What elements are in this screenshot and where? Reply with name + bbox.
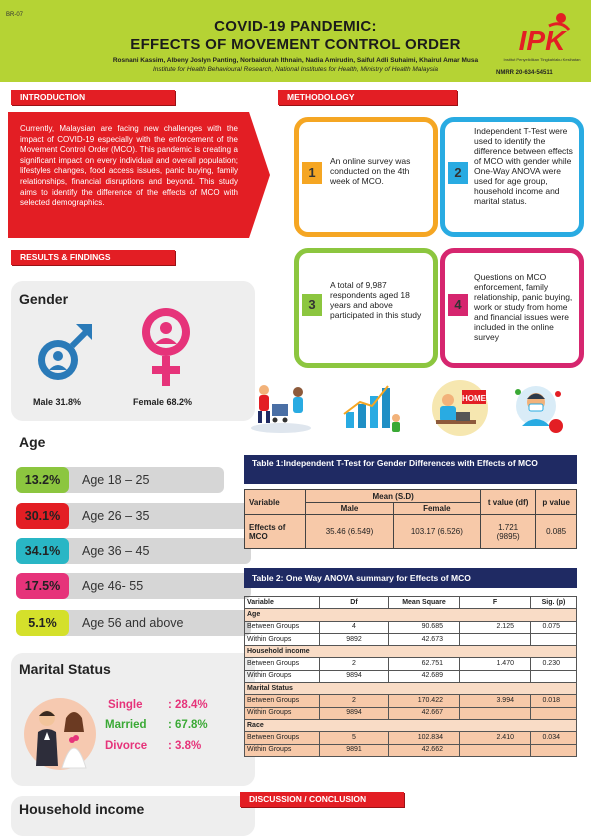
table2-row [245,744,577,756]
table2-cell [460,633,531,645]
table2-row [245,670,577,682]
table2-body [245,609,577,757]
marital-married-value: : 67.8% [168,719,208,731]
age-label: Age 26 – 35 [82,509,150,523]
marital-single-value: : 28.4% [168,699,208,711]
table2-cell: Between Groups [245,621,320,633]
table2-cell [460,744,531,756]
table1-header-t: t value (df) [481,490,536,515]
poster-title-line1: COVID-19 PANDEMIC: [214,18,377,35]
table2-cell: 2 [320,695,389,707]
table2-cell: 9891 [320,744,389,756]
table2-cell: 2.410 [460,732,531,744]
table2-header-cell: Mean Square [389,597,460,609]
table2-row [245,695,577,707]
marital-married-label: Married [105,719,147,731]
table2-cell [531,670,577,682]
table2-cell: 0.075 [531,621,577,633]
table2-header-cell: Df [320,597,389,609]
table2-row [245,621,577,633]
marital-single-label: Single [108,699,143,711]
table2-group-row [245,609,577,621]
table2-row [245,732,577,744]
panic-buying-illustration [246,378,316,436]
methodology-label: METHODOLOGY [278,90,457,105]
table2-title: Table 2: One Way ANOVA summary for Effects of MCO [244,568,577,588]
table2-cell: 5 [320,732,389,744]
age-label: Age 56 and above [82,616,184,630]
table1-t-value: 1.721 (9895) [481,515,536,549]
table2-cell: 42.673 [389,633,460,645]
method-step-text: Questions on MCO enforcement, family relationship, panic buying, work or study from home and financial issues were included in the online survey [474,272,573,342]
age-label: Age 18 – 25 [82,473,150,487]
table2-cell: 0.018 [531,695,577,707]
method-step-number: 3 [302,294,322,316]
authors: Rosnani Kassim, Albeny Joslyn Panting, Norbaidurah Ithnain, Nadia Amirudin, Saiful Adli Suhaimi, Khairul Amar Musa [112,57,479,64]
method-step-number: 2 [448,162,468,184]
table2-cell: Within Groups [245,707,320,719]
age-label: Age 36 – 45 [82,544,150,558]
table2-cell: 42.662 [389,744,460,756]
table2-cell: Within Groups [245,744,320,756]
table1-p-value: 0.085 [536,515,577,549]
ipk-logo [503,10,581,66]
logo-caption: Institut Penyelidikan Tingkahlaku Kesihatan [503,57,581,62]
age-percentage: 13.2% [16,467,69,493]
marital-heading: Marital Status [19,661,111,677]
table2-cell: 9892 [320,633,389,645]
age-label: Age 46- 55 [82,579,144,593]
female-percentage: Female 68.2% [133,397,193,407]
household-heading: Household income [19,801,145,817]
table2-cell: 62.751 [389,658,460,670]
method-step-number: 4 [448,294,468,316]
table1-header-mean: Mean (S.D) [306,490,481,503]
table2-cell: Between Groups [245,658,320,670]
table2-row [245,707,577,719]
table2-cell: 1.470 [460,658,531,670]
table2-cell: 2 [320,658,389,670]
table1 [244,489,577,549]
poster-code: BR-07 [6,12,24,18]
gender-heading: Gender [19,291,69,307]
introduction-text: Currently, Malaysian are facing new challenges with the impact of COVID-19 especially with the enforcement of the Movement Control Order (MCO). This pandemic is creating a significant impact on every individual and overall population; lifestyles changes, food access issues, panic buying, family relationships, financial disruptions and beyond. This study aims to identify the difference of the effects of MCO with selected demographics. [20,124,238,208]
introduction-label: INTRODUCTION [11,90,175,105]
table2-cell: Between Groups [245,732,320,744]
table2-cell: 4 [320,621,389,633]
logo-text: IPK [518,25,566,56]
method-step-text: A total of 9,987 respondents aged 18 years and above participated in this study [330,280,422,320]
table2-cell: Within Groups [245,633,320,645]
table2-cell: 3.994 [460,695,531,707]
table2-cell [460,670,531,682]
table2-group-label: Marital Status [245,683,577,695]
table2-cell [531,633,577,645]
method-step-number: 1 [302,162,322,184]
table1-title: Table 1:Independent T-Test for Gender Differences with Effects of MCO [244,455,577,484]
table2-cell: 0.230 [531,658,577,670]
table2-group-row [245,646,577,658]
table1-row-label: Effects of MCO [245,515,306,549]
table2-cell [531,744,577,756]
table1-header-variable: Variable [245,490,306,515]
table1-header-male: Male [306,503,393,515]
age-percentage: 17.5% [16,573,69,599]
table2-group-row [245,719,577,731]
work-from-home-illustration [426,378,494,438]
mask-person-illustration [508,382,568,438]
marital-divorce-value: : 3.8% [168,740,202,752]
table2-cell: Between Groups [245,695,320,707]
table2-cell: 90.685 [389,621,460,633]
age-percentage: 5.1% [16,610,69,636]
table2-group-label: Age [245,609,577,621]
table2-group-row [245,683,577,695]
nmrr-number: NMRR 20-634-54511 [496,70,553,76]
table2-group-label: Race [245,719,577,731]
table2-cell: 170.422 [389,695,460,707]
financial-chart-illustration [338,378,406,436]
table1-header-p: p value [536,490,577,515]
table2-cell: Within Groups [245,670,320,682]
table2-cell: 42.689 [389,670,460,682]
table1-female-value: 103.17 (6.526) [393,515,480,549]
male-symbol-icon [32,316,94,388]
table1-male-value: 35.46 (6.549) [306,515,393,549]
table2-cell: 0.034 [531,732,577,744]
table2-cell: 102.834 [389,732,460,744]
table2-row [245,633,577,645]
female-symbol-icon [138,304,194,392]
couple-illustration [22,688,98,774]
institute: Institute for Health Behavioural Research, National Institutes for Health, Ministry of Health Malaysia [152,66,439,73]
discussion-label: DISCUSSION / CONCLUSION [240,792,404,807]
table2-header-cell: Sig. (p) [531,597,577,609]
table2-header-cell: F [460,597,531,609]
table2-row [245,658,577,670]
age-heading: Age [19,434,46,450]
age-percentage: 34.1% [16,538,69,564]
table2-cell: 9894 [320,707,389,719]
male-percentage: Male 31.8% [33,397,82,407]
table2-cell: 2.125 [460,621,531,633]
table2-group-label: Household income [245,646,577,658]
marital-divorce-label: Divorce [105,740,148,752]
poster-title-line2: EFFECTS OF MOVEMENT CONTROL ORDER [130,36,461,53]
method-step-text: An online survey was conducted on the 4th week of MCO. [330,156,411,186]
table2-cell: 9894 [320,670,389,682]
results-label: RESULTS & FINDINGS [11,250,175,265]
table2-cell [460,707,531,719]
table2-cell [531,707,577,719]
method-step-text: Independent T-Test were used to identify the difference between effects of MCO with gender while One-Way ANOVA were used for age group, household income and marital status. [474,126,573,206]
table2-cell: 42.667 [389,707,460,719]
table1-header-female: Female [393,503,480,515]
table2 [244,596,577,757]
age-percentage: 30.1% [16,503,69,529]
home-sign-text: HOME [462,394,486,403]
table2-header-cell: Variable [245,597,320,609]
